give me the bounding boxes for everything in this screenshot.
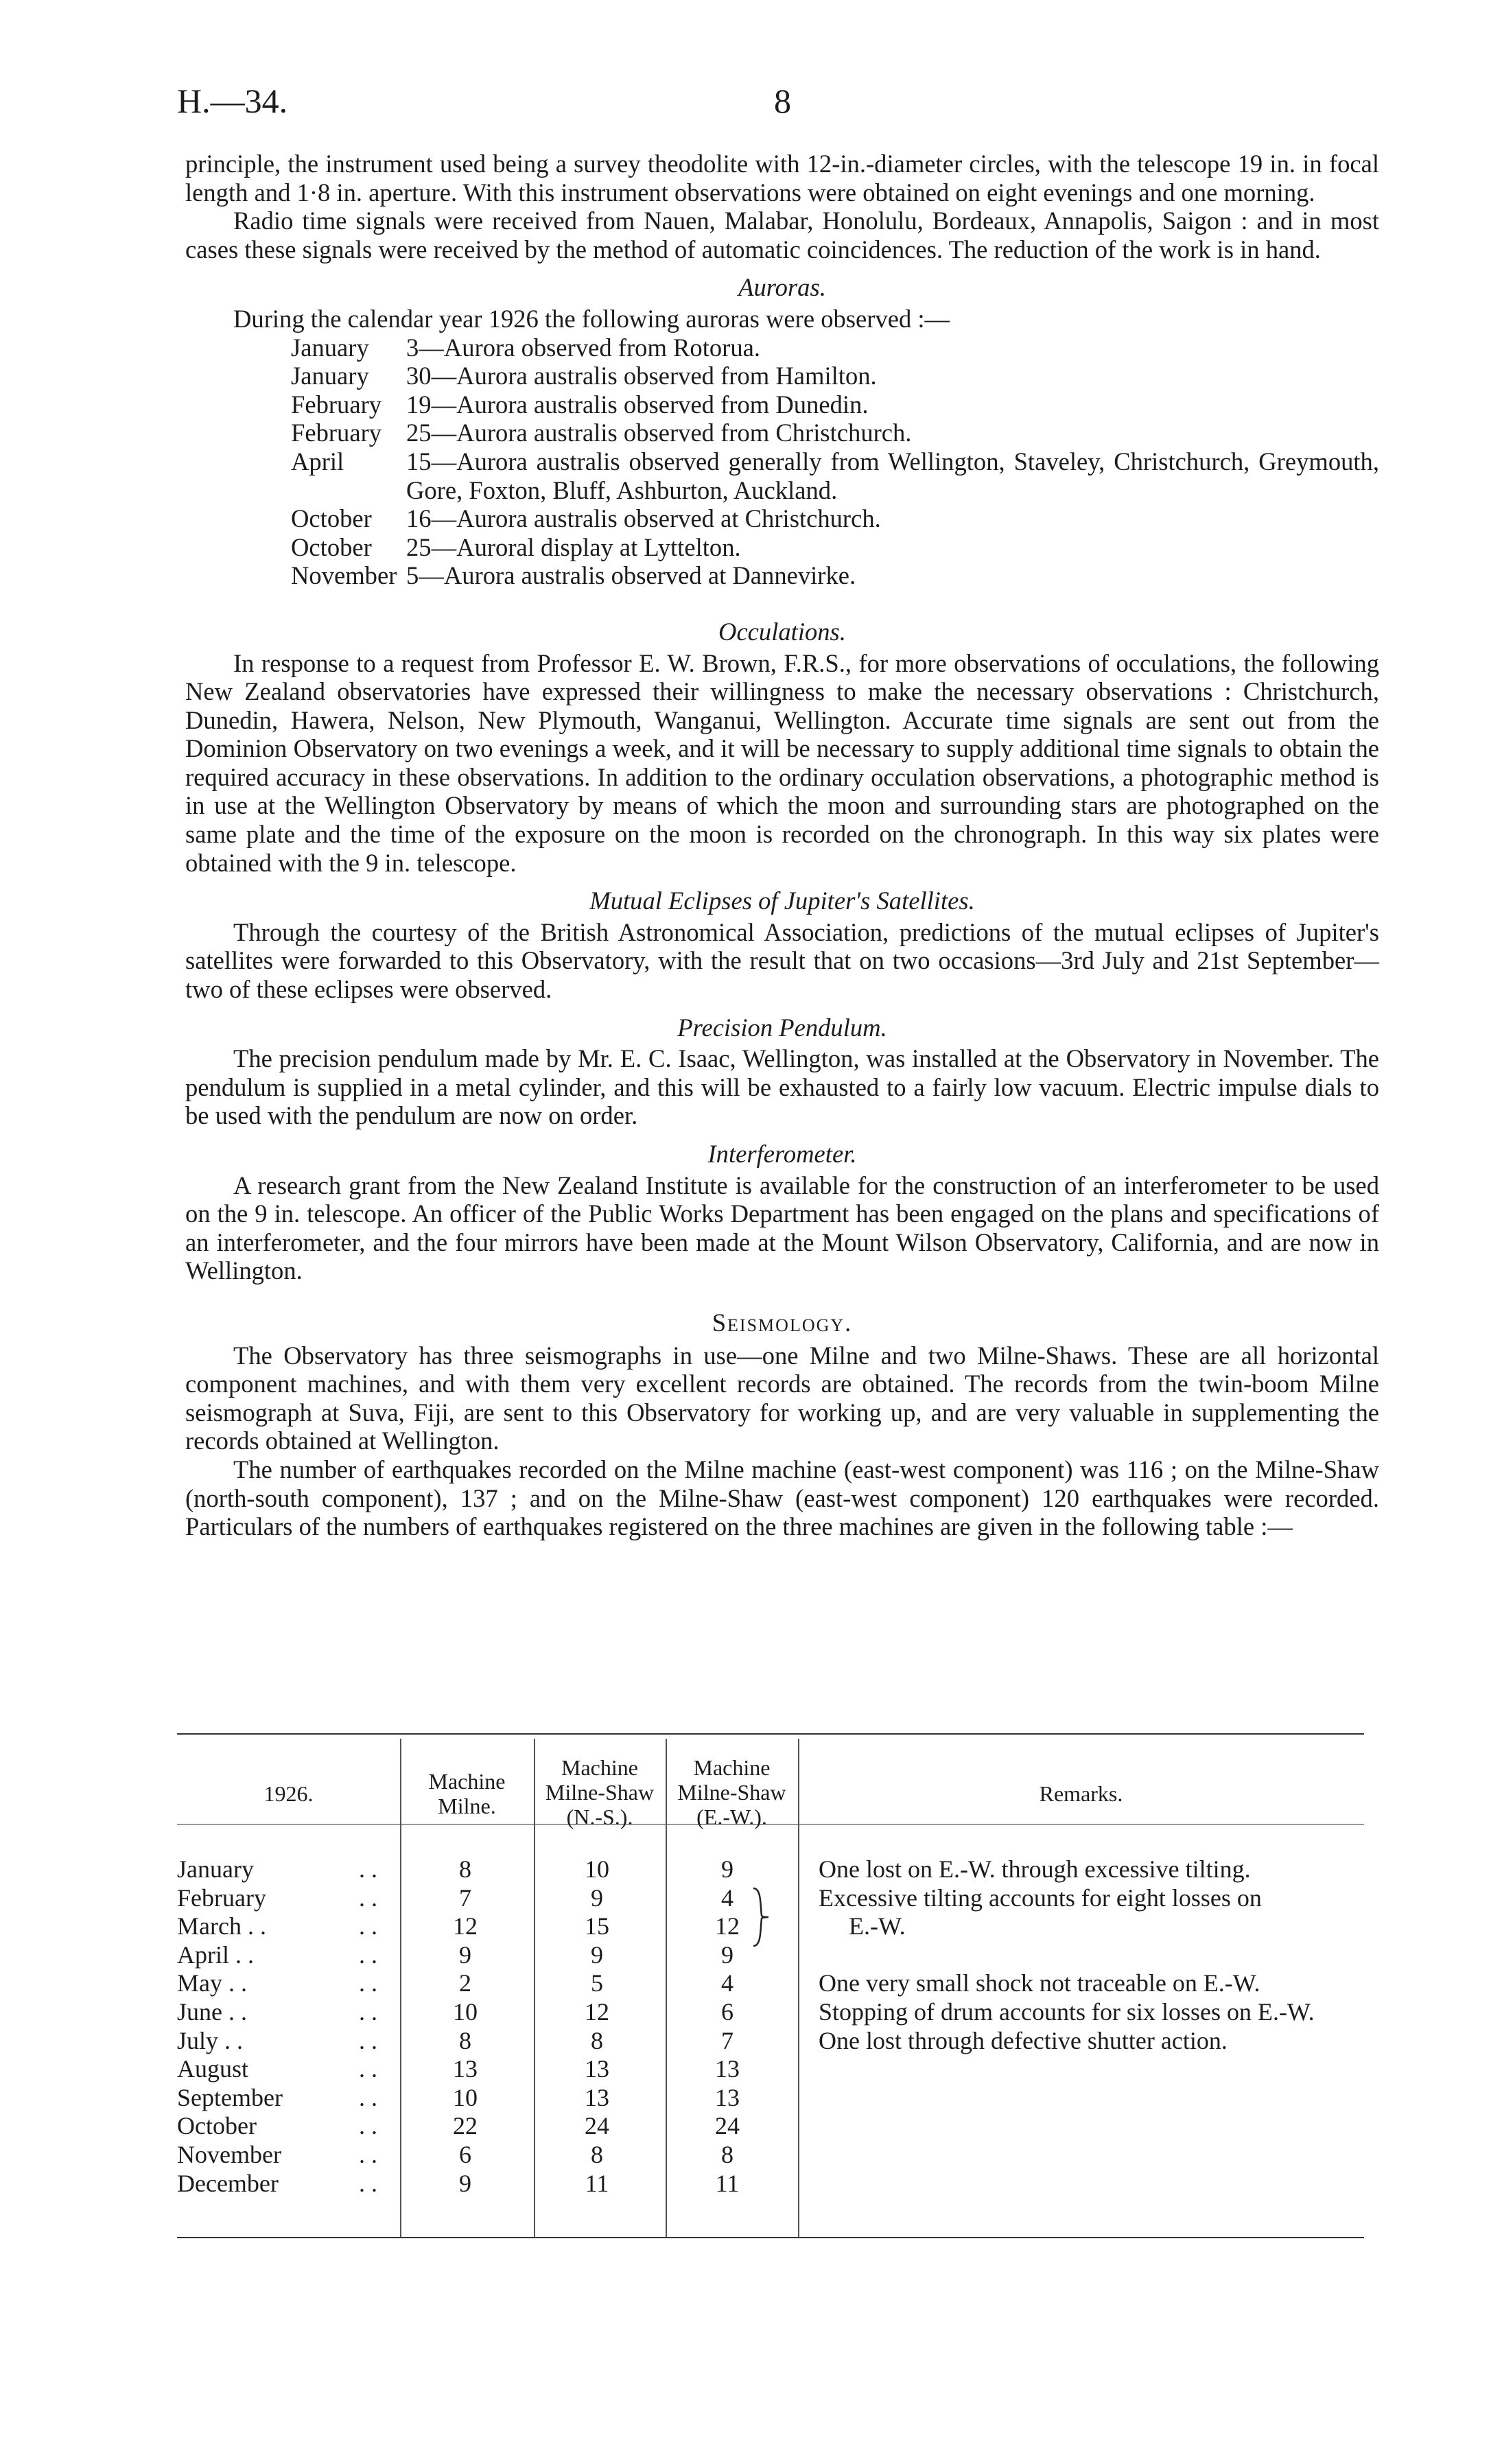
table-row: April . . . . 9 9 9 (177, 1940, 733, 1969)
auroras-intro: During the calendar year 1926 the following auroras were observed :— (233, 304, 950, 333)
table-row: July . . . . 8 8 7 One lost through defective shutter action. (177, 2026, 1228, 2054)
table-row: November . . 6 8 8 (177, 2140, 733, 2168)
aurora-entry: January 30—Aurora australis observed from Hamilton. (291, 362, 877, 390)
table-row: June . . . . 10 12 6 Stopping of drum accounts for six losses on E.-W. (177, 1997, 1315, 2026)
aurora-entry: October 16—Aurora australis observed at Christchurch. (291, 504, 881, 533)
table-row: May . . . . 2 5 4 One very small shock not traceable on E.-W. (177, 1969, 1260, 1997)
section-heading-mutual-eclipses: Mutual Eclipses of Jupiter's Satellites. (589, 887, 975, 915)
aurora-list (291, 333, 1379, 590)
brace-icon (751, 1886, 771, 1949)
section-heading-occulations: Occulations. (718, 617, 846, 646)
column-header-milne: Machine Milne. (428, 1769, 506, 1818)
paragraph: principle, the instrument used being a survey theodolite with 12-in.-diameter circles, with the telescope 19 in. in focal length and 1·8 in. aperture. With this instrument observations were obtained on eight evenings and one morning. (185, 150, 1379, 207)
aurora-entry: February 19—Aurora australis observed from Dunedin. (291, 390, 869, 419)
table-row: February . . 7 9 4 Excessive tilting accounts for eight losses on (177, 1884, 1262, 1912)
table-top-rule (177, 1733, 1364, 1735)
column-header-milne-shaw-ns: Machine Milne-Shaw (N.-S.). (545, 1755, 655, 1829)
paragraph: In response to a request from Professor E. W. Brown, F.R.S., for more observations of occulations, the following New Zealand observatories have expressed their willingness to make the necessary observations : Christchurch, Dunedin, Hawera, Nelson, New Plymouth, Wanganui, Wellington. Accurate time signals are sent out from the Dominion Observatory on two evenings a week, and it will be necessary to supply additional time signals to obtain the required accuracy in these observations. In addition to the ordinary occulation observations, a photographic method is in use at the Wellington Observatory by means of which the moon and surrounding stars are photographed on the same plate and the time of the exposure on the moon is recorded on the chronograph. In this way six plates were obtained with the 9 in. telescope. (185, 648, 1379, 877)
paragraph: Through the courtesy of the British Astronomical Association, predictions of the mutual eclipses of Jupiter's satellites were forwarded to this Observatory, with the result that on two occasions—3rd July and 21st September—two of these eclipses were observed. (185, 917, 1379, 1004)
table-row: January . . 8 10 9 One lost on E.-W. through excessive tilting. (177, 1855, 1251, 1883)
section-heading-interferometer: Interferometer. (707, 1140, 857, 1168)
table-row: December . . 9 11 11 (177, 2169, 740, 2197)
aurora-entry: November 5—Aurora australis observed at Dannevirke. (291, 561, 856, 590)
table-row: September . . 10 13 13 (177, 2083, 740, 2111)
paragraph: The precision pendulum made by Mr. E. C. Isaac, Wellington, was installed at the Observatory in November. The pendulum is supplied in a metal cylinder, and this will be exhausted to a fairly low vacuum. Electric impulse dials to be used with the pendulum are now on order. (185, 1044, 1379, 1130)
report-code: H.—34. (177, 82, 288, 120)
paragraph: The number of earthquakes recorded on the Milne machine (east-west component) was 116 ; on the Milne-Shaw (north-south component), 137 ; and on the Milne-Shaw (east-west component) 120 earthquakes were recorded. Particulars of the numbers of earthquakes registered on the three machines are given in the following table :— (185, 1455, 1379, 1541)
aurora-entry: October 25—Auroral display at Lyttelton. (291, 532, 741, 561)
section-heading-precision-pendulum: Precision Pendulum. (677, 1013, 887, 1042)
aurora-entry: April 15—Aurora australis observed generally from Wellington, Staveley, Christchurch, Greymouth, Gore, Foxton, Bluff, Ashburton, Auckland. (291, 447, 1379, 504)
paragraph: A research grant from the New Zealand Institute is available for the construction of an interferometer to be used on the 9 in. telescope. An officer of the Public Works Department has been engaged on the plans and specifications of an interferometer, and the four mirrors have been made at the Mount Wilson Observatory, California, and are now in Wellington. (185, 1171, 1379, 1285)
table-row: August . . 13 13 13 (177, 2055, 740, 2083)
table-row: March . . 12 . . 15 12 E.-W. (177, 1912, 906, 1940)
paragraph: Radio time signals were received from Nauen, Malabar, Honolulu, Bordeaux, Annapolis, Saigon : and in most cases these signals were received by the method of automatic coincidences. The reduction of the work is in hand. (185, 207, 1379, 263)
table-bottom-rule (177, 2237, 1364, 2238)
paragraph: The Observatory has three seismographs in use—one Milne and two Milne-Shaws. These are all horizontal component machines, and with them very excellent records are obtained. The records from the twin-boom Milne seismograph at Suva, Fiji, are sent to this Observatory for working up, and are very valuable in supplementing the records obtained at Wellington. (185, 1341, 1379, 1455)
table-row: October . . 22 24 24 (177, 2112, 740, 2140)
body-text (185, 150, 1379, 1541)
page-number: 8 (774, 82, 791, 120)
aurora-entry: February 25—Aurora australis observed from Christchurch. (291, 419, 912, 447)
section-heading-seismology: Seismology. (712, 1308, 853, 1337)
column-header-milne-shaw-ew: Machine Milne-Shaw (E.-W.). (677, 1755, 786, 1829)
column-header-remarks: Remarks. (1039, 1781, 1123, 1806)
aurora-entry: January 3—Aurora observed from Rotorua. (291, 333, 761, 362)
section-heading-auroras: Auroras. (738, 273, 826, 302)
column-header-year: 1926. (263, 1781, 314, 1806)
earthquake-table (177, 1733, 1364, 2241)
